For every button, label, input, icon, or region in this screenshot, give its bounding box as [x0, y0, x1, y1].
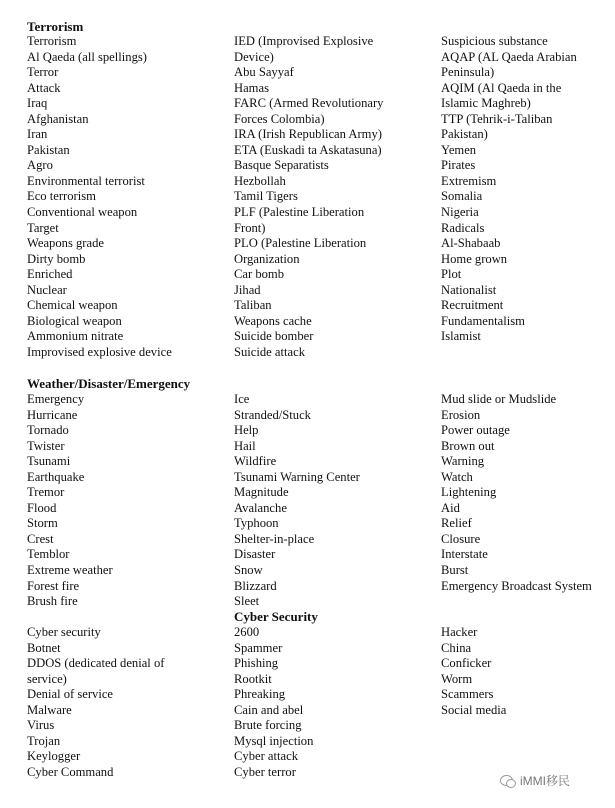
keyword-item: Tremor — [27, 485, 65, 500]
keyword-item: Plot — [441, 267, 462, 282]
keyword-item: Emergency — [27, 392, 85, 406]
watermark-text: iMMI移民 — [520, 774, 570, 788]
keyword-item: Tsunami — [27, 454, 71, 469]
keyword-item: Stranded/Stuck — [234, 407, 311, 422]
keyword-item: Conficker — [441, 656, 492, 671]
keyword-item: Peninsula) — [441, 65, 495, 80]
keyword-item: Cain and abel — [234, 702, 304, 717]
cyber-column-2 — [234, 625, 313, 780]
keyword-item: Iraq — [27, 96, 48, 111]
keyword-item: Yemen — [441, 142, 477, 157]
keyword-item: AQIM (Al Qaeda in the — [441, 80, 562, 95]
keyword-item: Blizzard — [234, 578, 277, 593]
keyword-item: Tamil Tigers — [234, 189, 298, 204]
keyword-item: Suicide attack — [234, 344, 305, 359]
keyword-item: Al Qaeda (all spellings) — [27, 49, 147, 64]
keyword-item: service) — [27, 671, 67, 686]
keyword-item: Pirates — [441, 158, 476, 173]
keyword-item: Denial of service — [27, 687, 114, 702]
keyword-item: Weapons cache — [234, 313, 312, 328]
watermark — [500, 772, 570, 789]
keyword-item: FARC (Armed Revolutionary — [234, 96, 384, 111]
keyword-item: Nuclear — [27, 282, 67, 297]
keyword-item: Eco terrorism — [27, 189, 96, 204]
keyword-item: Al-Shabaab — [441, 236, 501, 251]
keyword-item: Device) — [234, 49, 274, 64]
keyword-item: Earthquake — [27, 469, 85, 484]
keyword-item: Conventional weapon — [27, 205, 138, 220]
keyword-item: Iran — [27, 127, 48, 142]
keyword-item: Storm — [27, 516, 58, 531]
keyword-item: IRA (Irish Republican Army) — [234, 127, 382, 142]
section-heading-weather: Weather/Disaster/Emergency — [27, 376, 191, 391]
keyword-item: Warning — [441, 454, 485, 469]
keyword-item: Hamas — [234, 80, 269, 95]
keyword-item: TTP (Tehrik-i-Taliban — [441, 111, 553, 126]
keyword-item: Islamic Maghreb) — [441, 96, 531, 111]
keyword-item: Crest — [27, 531, 54, 546]
keyword-item: Disaster — [234, 547, 276, 562]
keyword-item: Weapons grade — [27, 236, 104, 251]
cyber-column-3 — [441, 625, 506, 718]
keyword-item: Trojan — [27, 733, 61, 748]
keyword-item: Shelter-in-place — [234, 531, 315, 546]
keyword-item: Erosion — [441, 407, 481, 422]
keyword-item: Hacker — [441, 625, 478, 639]
keyword-item: Nationalist — [441, 282, 497, 297]
keyword-item: Temblor — [27, 547, 70, 562]
keyword-item: Magnitude — [234, 485, 289, 500]
keyword-item: Car bomb — [234, 267, 285, 282]
keyword-item: Improvised explosive device — [27, 344, 172, 359]
keyword-item: Watch — [441, 469, 473, 484]
keyword-item: AQAP (AL Qaeda Arabian — [441, 49, 577, 64]
keyword-item: Brush fire — [27, 594, 78, 609]
keyword-item: Forest fire — [27, 578, 80, 593]
keyword-item: Interstate — [441, 547, 488, 562]
keyword-item: Abu Sayyaf — [234, 65, 294, 80]
keyword-item: Avalanche — [234, 500, 287, 515]
keyword-item: Suicide bomber — [234, 329, 314, 344]
keyword-item: Radicals — [441, 220, 485, 235]
keyword-item: Attack — [27, 80, 61, 95]
keyword-item: Brute forcing — [234, 718, 302, 733]
keyword-item: Environmental terrorist — [27, 173, 145, 188]
keyword-item: Basque Separatists — [234, 158, 329, 173]
keyword-item: Social media — [441, 702, 507, 717]
keyword-item: Home grown — [441, 251, 508, 266]
keyword-item: Power outage — [441, 423, 510, 438]
keyword-item: Terror — [27, 65, 59, 80]
keyword-item: Brown out — [441, 438, 495, 453]
keyword-item: Relief — [441, 516, 472, 531]
keyword-item: Mysql injection — [234, 733, 314, 748]
keyword-item: Help — [234, 423, 259, 438]
keyword-item: Organization — [234, 251, 300, 266]
keyword-item: ETA (Euskadi ta Askatasuna) — [234, 142, 382, 157]
keyword-item: Flood — [27, 500, 57, 515]
weather-column-2 — [234, 392, 360, 610]
keyword-item: Tornado — [27, 423, 69, 438]
keyword-item: 2600 — [234, 625, 260, 639]
keyword-item: Virus — [27, 718, 55, 733]
cyber-column-1 — [27, 625, 164, 780]
keyword-item: Cyber terror — [234, 764, 296, 779]
section-heading-cyber-security: Cyber Security — [234, 609, 318, 624]
keyword-item: Forces Colombia) — [234, 111, 325, 126]
keyword-item: Islamist — [441, 329, 481, 344]
weather-column-3 — [441, 392, 592, 594]
keyword-item: Ice — [234, 392, 250, 406]
keyword-item: Terrorism — [27, 34, 77, 48]
keyword-item: Biological weapon — [27, 313, 122, 328]
wechat-icon — [500, 774, 516, 788]
weather-column-1 — [27, 392, 113, 610]
keyword-item: Burst — [441, 563, 469, 578]
keyword-item: Snow — [234, 563, 263, 578]
keyword-item: Aid — [441, 500, 460, 515]
keyword-item: Enriched — [27, 267, 73, 282]
keyword-item: Pakistan — [27, 142, 70, 157]
keyword-item: China — [441, 640, 472, 655]
terrorism-column-3 — [441, 34, 577, 345]
keyword-item: Wildfire — [234, 454, 277, 469]
keyword-item: Suspicious substance — [441, 34, 548, 48]
terrorism-column-1 — [27, 34, 172, 360]
keyword-item: Cyber security — [27, 625, 101, 639]
keyword-item: Target — [27, 220, 59, 235]
keyword-item: PLF (Palestine Liberation — [234, 205, 365, 220]
keyword-item: Extreme weather — [27, 563, 113, 578]
keyword-item: Hail — [234, 438, 256, 453]
keyword-item: Mud slide or Mudslide — [441, 392, 557, 406]
keyword-item: Spammer — [234, 640, 283, 655]
keyword-item: Phishing — [234, 656, 279, 671]
keyword-item: Nigeria — [441, 205, 479, 220]
terrorism-column-2 — [234, 34, 383, 360]
keyword-item: Front) — [234, 220, 266, 235]
keyword-item: Taliban — [234, 298, 272, 313]
keyword-item: Cyber attack — [234, 749, 298, 764]
keyword-item: Jihad — [234, 282, 261, 297]
keyword-item: Emergency Broadcast System — [441, 578, 592, 593]
keyword-item: Afghanistan — [27, 111, 89, 126]
keyword-item: Ammonium nitrate — [27, 329, 124, 344]
keyword-item: Pakistan) — [441, 127, 488, 142]
keyword-item: Sleet — [234, 594, 260, 609]
keyword-item: Agro — [27, 158, 53, 173]
keyword-item: Keylogger — [27, 749, 81, 764]
keyword-item: Closure — [441, 531, 481, 546]
keyword-item: Lightening — [441, 485, 497, 500]
keyword-item: DDOS (dedicated denial of — [27, 656, 165, 671]
keyword-item: Twister — [27, 438, 65, 453]
keyword-item: Hezbollah — [234, 173, 286, 188]
keyword-item: Worm — [441, 671, 473, 686]
keyword-item: Cyber Command — [27, 764, 114, 779]
keyword-item: Typhoon — [234, 516, 279, 531]
keyword-item: Phreaking — [234, 687, 286, 702]
keyword-item: Tsunami Warning Center — [234, 469, 360, 484]
keyword-item: Hurricane — [27, 407, 78, 422]
keyword-item: Recruitment — [441, 298, 504, 313]
keyword-item: Scammers — [441, 687, 494, 702]
keyword-item: Somalia — [441, 189, 483, 204]
keyword-item: Botnet — [27, 640, 61, 655]
keyword-item: Malware — [27, 702, 72, 717]
keyword-item: Extremism — [441, 173, 497, 188]
keyword-item: IED (Improvised Explosive — [234, 34, 374, 48]
section-heading-terrorism: Terrorism — [27, 19, 84, 34]
keyword-item: Chemical weapon — [27, 298, 118, 313]
keyword-item: Dirty bomb — [27, 251, 86, 266]
keyword-item: Rootkit — [234, 671, 272, 686]
keyword-item: Fundamentalism — [441, 313, 525, 328]
keyword-item: PLO (Palestine Liberation — [234, 236, 367, 251]
